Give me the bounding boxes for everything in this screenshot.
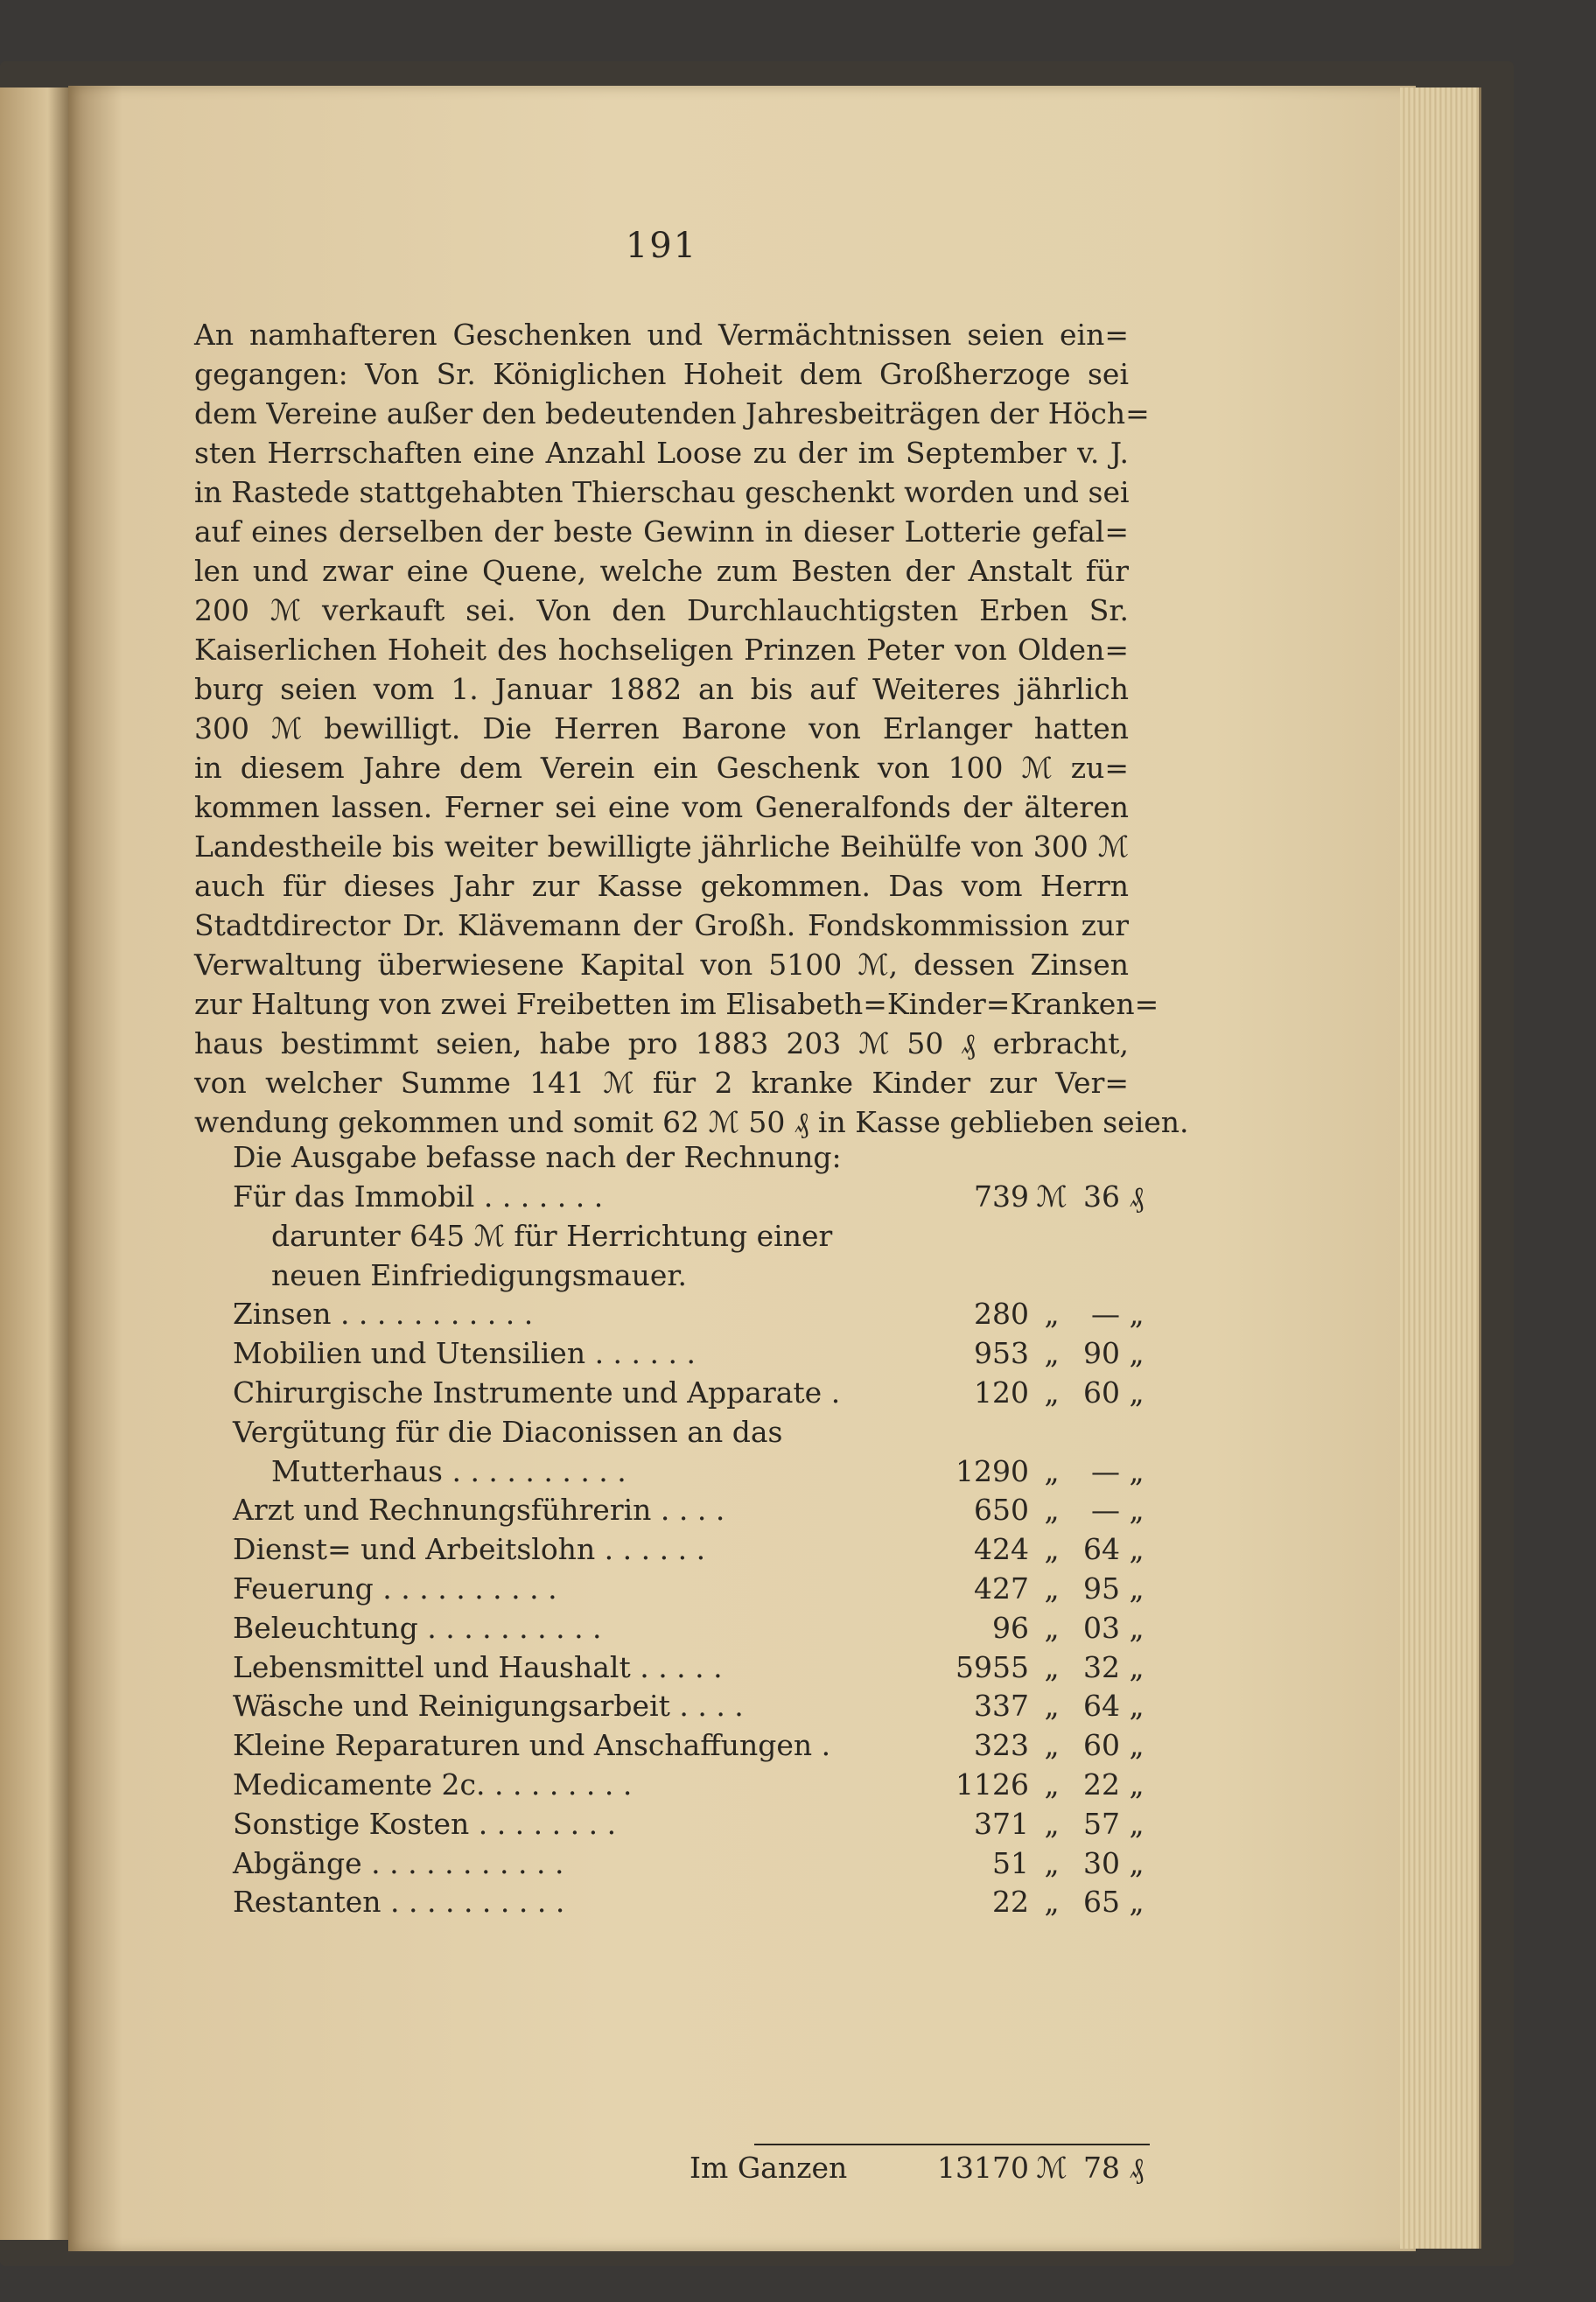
- expense-row: [194, 1608, 1144, 1648]
- expense-marks: 371: [974, 1806, 1029, 1841]
- expense-label: Medicamente 2c. . . . . . . . .: [233, 1767, 633, 1802]
- expense-pfennig-unit: „: [1129, 1728, 1144, 1763]
- expense-pfennig-unit: „: [1129, 1336, 1144, 1371]
- main-paragraph: [194, 315, 1189, 1142]
- expense-pfennig-unit: „: [1129, 1845, 1144, 1880]
- expense-row: [194, 1373, 1144, 1412]
- expense-row: [194, 1294, 1144, 1333]
- expense-pfennig: 36: [1083, 1179, 1120, 1214]
- expense-row: [194, 1333, 1144, 1373]
- expense-mark-unit: „: [1044, 1689, 1060, 1724]
- expense-mark-unit: „: [1044, 1610, 1060, 1645]
- expense-pfennig: 22: [1083, 1767, 1120, 1802]
- expense-sublabel: Mutterhaus . . . . . . . . . .: [271, 1453, 626, 1488]
- expense-label: Wäsche und Reinigungsarbeit . . . .: [233, 1689, 744, 1724]
- expense-marks: 650: [974, 1493, 1029, 1528]
- expense-marks: 280: [974, 1297, 1029, 1332]
- expense-label: Mobilien und Utensilien . . . . . .: [233, 1336, 696, 1371]
- expense-pfennig: 03: [1083, 1610, 1120, 1645]
- expense-pfennig: 90: [1083, 1336, 1120, 1371]
- expense-row: [194, 1725, 1144, 1765]
- expense-mark-unit: „: [1044, 1845, 1060, 1880]
- expense-mark-unit: „: [1044, 1728, 1060, 1763]
- paragraph-line: auch für dieses Jahr zur Kasse gekommen. Das vom Herrn: [194, 869, 1129, 903]
- expense-label: Restanten . . . . . . . . . .: [233, 1885, 565, 1920]
- expense-row: [194, 1804, 1144, 1844]
- expense-mark-unit: „: [1044, 1336, 1060, 1371]
- paragraph-line: sten Herrschaften eine Anzahl Loose zu der im September v. J.: [194, 436, 1129, 470]
- expense-label: Lebensmittel und Haushalt . . . . .: [233, 1649, 723, 1684]
- expense-label: Kleine Reparaturen und Anschaffungen .: [233, 1728, 831, 1763]
- expense-mark-unit: ℳ: [1036, 1179, 1068, 1214]
- expense-pfennig: —: [1091, 1297, 1120, 1332]
- total-marks: 13170: [937, 2151, 1029, 2185]
- sum-rule: [754, 2144, 1150, 2145]
- expense-sublabel: darunter 645 ℳ für Herrichtung einer: [271, 1218, 833, 1253]
- expense-pfennig-unit: ₰: [1129, 1179, 1144, 1214]
- expense-marks: 51: [992, 1845, 1029, 1880]
- page-number: 191: [625, 226, 698, 266]
- expense-pfennig-unit: „: [1129, 1610, 1144, 1645]
- expense-row: [194, 1529, 1144, 1569]
- paragraph-line: Stadtdirector Dr. Klävemann der Großh. Fondskommission zur: [194, 908, 1129, 942]
- expense-pfennig-unit: „: [1129, 1767, 1144, 1802]
- paragraph-line: wendung gekommen und somit 62 ℳ 50 ₰ in Kasse geblieben seien.: [194, 1105, 1189, 1139]
- expense-pfennig-unit: „: [1129, 1885, 1144, 1920]
- expense-pfennig: 60: [1083, 1375, 1120, 1410]
- paragraph-line: kommen lassen. Ferner sei eine vom Generalfonds der älteren: [194, 790, 1129, 824]
- expense-marks: 5955: [956, 1649, 1029, 1684]
- expense-label: Feuerung . . . . . . . . . .: [233, 1571, 557, 1606]
- expense-pfennig: 30: [1083, 1845, 1120, 1880]
- paragraph-line: in Rastede stattgehabten Thierschau geschenkt worden und sei: [194, 475, 1130, 509]
- total-mark-unit: ℳ: [1036, 2151, 1068, 2185]
- expense-pfennig-unit: „: [1129, 1375, 1144, 1410]
- paragraph-line: gegangen: Von Sr. Königlichen Hoheit dem Großherzoge sei: [194, 357, 1129, 391]
- expense-marks: 427: [974, 1571, 1029, 1606]
- paragraph-line: Kaiserlichen Hoheit des hochseligen Prinzen Peter von Olden=: [194, 633, 1129, 667]
- total-pfennig-unit: ₰: [1129, 2151, 1144, 2185]
- expense-row: [194, 1490, 1144, 1529]
- expense-mark-unit: „: [1044, 1375, 1060, 1410]
- expense-label: Für das Immobil . . . . . . .: [233, 1179, 604, 1214]
- expense-mark-unit: „: [1044, 1767, 1060, 1802]
- expense-row: [194, 1569, 1144, 1608]
- expense-label: Sonstige Kosten . . . . . . . .: [233, 1806, 617, 1841]
- expense-mark-unit: „: [1044, 1806, 1060, 1841]
- expense-marks: 120: [974, 1375, 1029, 1410]
- paragraph-line: auf eines derselben der beste Gewinn in dieser Lotterie gefal=: [194, 514, 1129, 549]
- expense-pfennig: 95: [1083, 1571, 1120, 1606]
- expense-pfennig: 60: [1083, 1728, 1120, 1763]
- total-label: Im Ganzen: [690, 2151, 848, 2185]
- expense-pfennig: —: [1091, 1493, 1120, 1528]
- total-pfennig: 78: [1083, 2151, 1120, 2185]
- expense-mark-unit: „: [1044, 1571, 1060, 1606]
- expense-pfennig: 32: [1083, 1649, 1120, 1684]
- paragraph-line: haus bestimmt seien, habe pro 1883 203 ℳ 50 ₰ erbracht,: [194, 1026, 1129, 1060]
- page-edges: [1400, 87, 1481, 2249]
- paragraph-line: in diesem Jahre dem Verein ein Geschenk von 100 ℳ zu=: [194, 751, 1129, 785]
- expense-pfennig-unit: „: [1129, 1689, 1144, 1724]
- paragraph-line: len und zwar eine Quene, welche zum Besten der Anstalt für: [194, 554, 1129, 588]
- paragraph-line: An namhafteren Geschenken und Vermächtnissen seien ein=: [194, 318, 1129, 352]
- total-row: [194, 2148, 1144, 2187]
- expense-marks: 323: [974, 1728, 1029, 1763]
- expense-row: [194, 1765, 1144, 1804]
- expense-marks: 1126: [956, 1767, 1029, 1802]
- expense-intro: Die Ausgabe befasse nach der Rechnung:: [233, 1140, 842, 1174]
- expense-pfennig: 57: [1083, 1806, 1120, 1841]
- expense-pfennig-unit: „: [1129, 1532, 1144, 1567]
- expense-mark-unit: „: [1044, 1453, 1060, 1488]
- expense-mark-unit: „: [1044, 1532, 1060, 1567]
- expense-marks: 424: [974, 1532, 1029, 1567]
- expense-row: [194, 1452, 1144, 1491]
- expense-row: [194, 1216, 1129, 1256]
- expense-pfennig: 64: [1083, 1689, 1120, 1724]
- expense-label: Abgänge . . . . . . . . . . .: [233, 1845, 564, 1880]
- expense-row: [194, 1844, 1144, 1883]
- expense-pfennig-unit: „: [1129, 1493, 1144, 1528]
- expense-marks: 953: [974, 1336, 1029, 1371]
- left-page-edge: [0, 87, 68, 2240]
- expense-pfennig: —: [1091, 1453, 1120, 1488]
- expense-marks: 96: [992, 1610, 1029, 1645]
- expense-pfennig-unit: „: [1129, 1571, 1144, 1606]
- expense-mark-unit: „: [1044, 1493, 1060, 1528]
- paragraph-line: burg seien vom 1. Januar 1882 an bis auf Weiteres jährlich: [194, 672, 1129, 706]
- expense-mark-unit: „: [1044, 1885, 1060, 1920]
- expense-mark-unit: „: [1044, 1649, 1060, 1684]
- expense-row: [194, 1177, 1144, 1216]
- paragraph-line: zur Haltung von zwei Freibetten im Elisabeth=Kinder=Kranken=: [194, 987, 1159, 1021]
- expense-row: [194, 1648, 1144, 1687]
- expense-marks: 739: [974, 1179, 1029, 1214]
- expense-pfennig: 64: [1083, 1532, 1120, 1567]
- expense-row: [194, 1412, 1129, 1452]
- expense-pfennig-unit: „: [1129, 1649, 1144, 1684]
- expense-pfennig-unit: „: [1129, 1806, 1144, 1841]
- expense-label: Dienst= und Arbeitslohn . . . . . .: [233, 1532, 706, 1567]
- expense-mark-unit: „: [1044, 1297, 1060, 1332]
- expense-row: [194, 1686, 1144, 1725]
- paragraph-line: dem Vereine außer den bedeutenden Jahresbeiträgen der Höch=: [194, 396, 1150, 430]
- expense-marks: 337: [974, 1689, 1029, 1724]
- paragraph-line: 200 ℳ verkauft sei. Von den Durchlauchtigsten Erben Sr.: [194, 593, 1129, 627]
- expense-row: [194, 1882, 1144, 1921]
- expense-table: [194, 1177, 1144, 1921]
- paragraph-line: Verwaltung überwiesene Kapital von 5100 ℳ, dessen Zinsen: [194, 948, 1129, 982]
- paragraph-line: Landestheile bis weiter bewilligte jährliche Beihülfe von 300 ℳ: [194, 829, 1129, 864]
- expense-label: Zinsen . . . . . . . . . . .: [233, 1297, 534, 1332]
- expense-label: Arzt und Rechnungsführerin . . . .: [233, 1493, 725, 1528]
- expense-label: Chirurgische Instrumente und Apparate .: [233, 1375, 841, 1410]
- expense-sublabel: neuen Einfriedigungsmauer.: [271, 1257, 688, 1292]
- expense-marks: 22: [992, 1885, 1029, 1920]
- paragraph-line: von welcher Summe 141 ℳ für 2 kranke Kinder zur Ver=: [194, 1066, 1129, 1100]
- expense-row: [194, 1256, 1129, 1295]
- expense-pfennig-unit: „: [1129, 1453, 1144, 1488]
- expense-pfennig-unit: „: [1129, 1297, 1144, 1332]
- expense-pfennig: 65: [1083, 1885, 1120, 1920]
- expense-label: Vergütung für die Diaconissen an das: [233, 1414, 783, 1449]
- expense-label: Beleuchtung . . . . . . . . . .: [233, 1610, 602, 1645]
- expense-marks: 1290: [956, 1453, 1029, 1488]
- paragraph-line: 300 ℳ bewilligt. Die Herren Barone von Erlanger hatten: [194, 711, 1129, 745]
